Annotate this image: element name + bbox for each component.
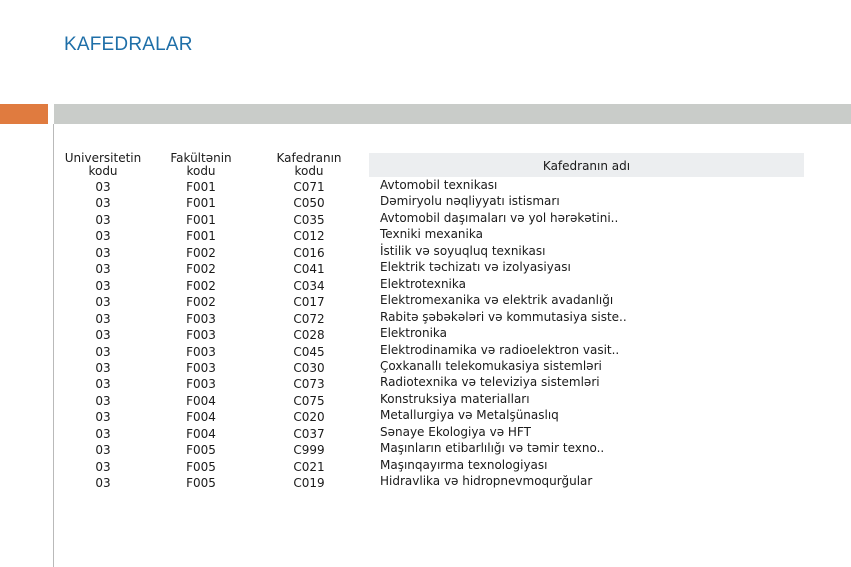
department-name-header: Kafedranın adı [542, 159, 631, 173]
table-cell-department: C072 [293, 311, 325, 326]
table-cell-department: C071 [293, 180, 325, 194]
table-cell-faculty: F002 [186, 245, 216, 260]
table-cell-department: C020 [293, 410, 325, 425]
table-cell-university: 03 [95, 311, 111, 326]
table-cell-name: Avtomobil texnikası [380, 178, 498, 192]
table-cell-name: Elektronika [380, 326, 447, 341]
table-cell-university: 03 [95, 344, 111, 359]
table-cell-faculty: F001 [186, 196, 216, 211]
table-cell-department: C019 [293, 476, 325, 491]
table-cell-university: 03 [95, 476, 111, 491]
table-cell-university: 03 [95, 426, 111, 441]
table-cell-department: C999 [293, 443, 325, 458]
table-cell-faculty: F003 [186, 360, 216, 375]
table-cell-name: Radiotexnika və televiziya sistemləri [380, 375, 600, 390]
table-cell-name: Elektromexanika və elektrik avadanlığı [380, 293, 614, 308]
table-cell-university: 03 [95, 180, 111, 194]
faculty-code-column [162, 152, 240, 492]
table-cell-department: C012 [293, 229, 325, 244]
table-cell-university: 03 [95, 262, 111, 277]
table-cell-university: 03 [95, 443, 111, 458]
table-cell-university: 03 [95, 410, 111, 425]
table-cell-faculty: F001 [186, 180, 216, 194]
table-cell-university: 03 [95, 212, 111, 227]
department-code-column [270, 152, 348, 492]
table-cell-university: 03 [95, 360, 111, 375]
table-cell-university: 03 [95, 245, 111, 260]
table-cell-university: 03 [95, 196, 111, 211]
table-cell-name: Metallurgiya və Metalşünaslıq [380, 408, 559, 423]
table-cell-faculty: F001 [186, 229, 216, 244]
university-code-column [54, 152, 152, 492]
table-cell-university: 03 [95, 295, 111, 310]
table-cell-department: C016 [293, 245, 325, 260]
table-cell-department: C075 [293, 393, 325, 408]
table-cell-faculty: F005 [186, 476, 216, 491]
table-cell-university: 03 [95, 278, 111, 293]
table-cell-faculty: F004 [186, 393, 216, 408]
accent-bar-orange [0, 104, 48, 124]
table-cell-faculty: F005 [186, 459, 216, 474]
page-title: KAFEDRALAR [64, 34, 193, 55]
table-cell-name: Elektrotexnika [380, 276, 466, 291]
table-cell-faculty: F003 [186, 328, 216, 343]
university-code-header: Universitetin kodu [64, 151, 142, 178]
table-cell-name: İstilik və soyuqluq texnikası [380, 243, 546, 258]
table-cell-name: Avtomobil daşımaları və yol hərəkətini.. [380, 210, 619, 225]
table-cell-department: C045 [293, 344, 325, 359]
table-cell-name: Elektrodinamika və radioelektron vasit.. [380, 342, 620, 357]
table-cell-name: Konstruksiya materialları [380, 391, 530, 406]
table-cell-university: 03 [95, 328, 111, 343]
table-cell-faculty: F004 [186, 426, 216, 441]
table-cell-department: C021 [293, 459, 325, 474]
table-cell-university: 03 [95, 377, 111, 392]
table-cell-faculty: F001 [186, 212, 216, 227]
table-cell-faculty: F002 [186, 278, 216, 293]
department-code-header: Kafedranın kodu [276, 151, 342, 178]
table-cell-name: Dəmiryolu nəqliyyatı istismarı [380, 194, 560, 209]
table-cell-faculty: F003 [186, 377, 216, 392]
table-cell-department: C035 [293, 212, 325, 227]
table-cell-faculty: F003 [186, 344, 216, 359]
table-cell-department: C028 [293, 328, 325, 343]
table-cell-department: C017 [293, 295, 325, 310]
table-cell-department: C037 [293, 426, 325, 441]
table-cell-department: C030 [293, 360, 325, 375]
table-cell-department: C041 [293, 262, 325, 277]
table-cell-department: C073 [293, 377, 325, 392]
table-cell-name: Çoxkanallı telekomukasiya sistemləri [380, 358, 602, 373]
faculty-code-header: Fakültənin kodu [170, 151, 232, 178]
table-cell-name: Elektrik təchizatı və izolyasiyası [380, 260, 571, 275]
table-cell-name: Maşınların etibarlılığı və təmir texno.. [380, 441, 605, 456]
table-cell-faculty: F002 [186, 295, 216, 310]
table-cell-faculty: F005 [186, 443, 216, 458]
table-cell-department: C050 [293, 196, 325, 211]
table-cell-department: C034 [293, 278, 325, 293]
table-cell-name: Texniki mexanika [380, 227, 483, 242]
accent-bar-gray [54, 104, 851, 124]
table-cell-university: 03 [95, 229, 111, 244]
table-cell-name: Sənaye Ekologiya və HFT [380, 424, 531, 439]
table-cell-name: Hidravlika və hidropnevmoqurğular [380, 474, 593, 489]
table-cell-university: 03 [95, 459, 111, 474]
table-cell-faculty: F004 [186, 410, 216, 425]
table-cell-university: 03 [95, 393, 111, 408]
table-cell-faculty: F003 [186, 311, 216, 326]
department-name-column [380, 177, 627, 490]
table-cell-name: Rabitə şəbəkələri və kommutasiya siste.. [380, 309, 627, 324]
table-cell-faculty: F002 [186, 262, 216, 277]
table-cell-name: Maşınqayırma texnologiyası [380, 457, 548, 472]
